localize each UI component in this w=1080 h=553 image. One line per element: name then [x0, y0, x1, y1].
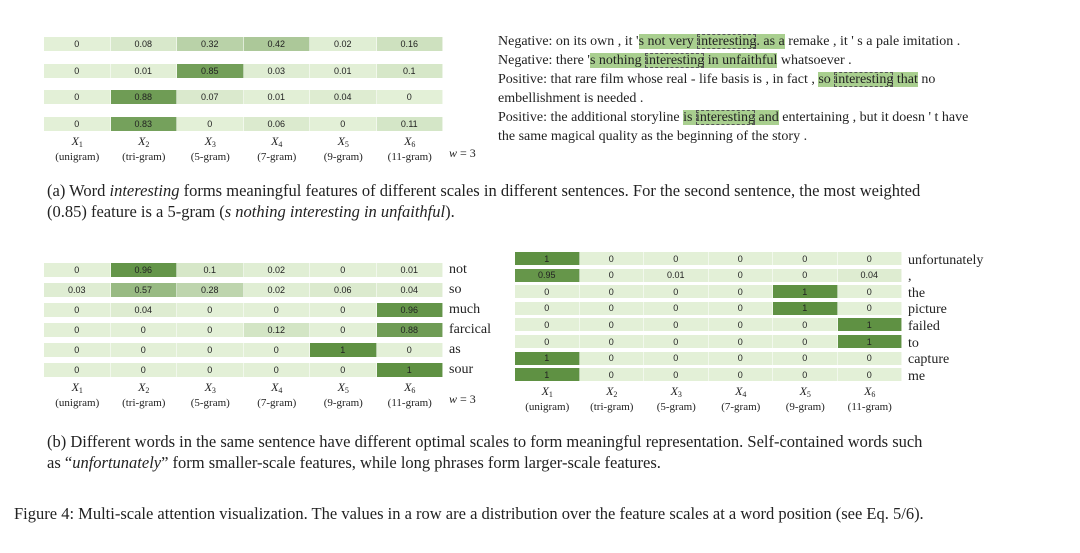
panel-b-left-cell: 0 [177, 303, 244, 317]
panel-a-cell: 0.1 [377, 64, 444, 78]
panel-b-left-cell: 0.04 [377, 283, 444, 297]
panel-b-left-cell: 0 [310, 303, 377, 317]
panel-b-left-row [44, 343, 443, 357]
panel-b-left-cell: 0.02 [244, 263, 311, 277]
panel-b-left-row [44, 263, 443, 277]
sentence-line [498, 32, 1058, 51]
panel-a-cell: 0.16 [377, 37, 444, 51]
panel-b-right-cell: 0 [773, 335, 838, 348]
panel-b-right-cell: 0 [515, 318, 580, 331]
panel-b-right-cell: 0 [838, 285, 903, 298]
panel-a-cell: 0.08 [111, 37, 178, 51]
panel-a-cell: 0.03 [244, 64, 311, 78]
panel-b-right-cell: 0 [515, 285, 580, 298]
panel-b-right-cell: 0.95 [515, 269, 580, 282]
panel-b-right-cell: 0 [838, 368, 903, 381]
panel-b-left-word: so [449, 282, 462, 297]
sentence-line [498, 127, 1058, 146]
panel-a-cell: 0.01 [310, 64, 377, 78]
panel-b-right-cell: 0 [580, 318, 645, 331]
highlighted-phrase: interesting [697, 34, 757, 49]
sentence-line [498, 70, 1058, 89]
panel-b-right-cell: 1 [773, 285, 838, 298]
panel-a-cell: 0 [44, 117, 111, 131]
highlighted-phrase: interesting [645, 53, 705, 68]
panel-b-right-cell: 0 [773, 368, 838, 381]
panel-b-left-cell: 0.06 [310, 283, 377, 297]
panel-b-right-cell: 0 [580, 335, 645, 348]
panel-a-column-label: $X_2$ (tri-gram) [122, 133, 166, 163]
highlighted-phrase: s nothing [589, 53, 646, 68]
panel-b-right-cell: 1 [515, 252, 580, 265]
highlighted-phrase: and [755, 110, 779, 125]
panel-b-left-cell: 0 [244, 363, 311, 377]
highlighted-phrase: . as a [756, 34, 785, 49]
panel-b-left-word: farcical [449, 322, 491, 337]
sentence-text: Negative: there ' [498, 53, 590, 68]
panel-b-right-row [515, 352, 902, 365]
sentence-text: whatsoever . [777, 53, 852, 68]
panel-b-left-cell: 0 [44, 323, 111, 337]
panel-b-right-cell: 0 [515, 335, 580, 348]
panel-a-caption: (a) Word interesting forms meaningful features of different scales in different sentences. For the second sentence, the most weighted (0.85) feature is a 5-gram (s nothing interesting in unfaithful). [47, 181, 921, 221]
panel-b-left-cell: 0.1 [177, 263, 244, 277]
panel-b-left-row [44, 363, 443, 377]
panel-b-left-word: sour [449, 362, 474, 377]
sentence-text: entertaining , but it doesn ' t have [778, 110, 969, 125]
panel-b-right-cell: 0 [644, 252, 709, 265]
panel-a-column-label: $X_1$ (unigram) [55, 133, 100, 163]
panel-b-right-column-label: $X_2$ (tri-gram) [590, 384, 634, 414]
panel-b-right-cell: 0 [580, 368, 645, 381]
panel-b-right-row [515, 285, 902, 298]
panel-b-left-word: not [449, 262, 467, 277]
panel-b-left-window-label: w = 3 [449, 392, 476, 406]
panel-a-row [44, 37, 443, 51]
panel-b-left-cell: 0 [244, 343, 311, 357]
panel-b-right-column-label: $X_5$ (9-gram) [785, 384, 825, 414]
panel-b-left-column-label: $X_1$ (unigram) [55, 380, 100, 409]
panel-a-cell: 0.01 [244, 90, 311, 104]
panel-b-right-row [515, 368, 902, 381]
figure-caption: Figure 4: Multi-scale attention visualization. The values in a row are a distribution over the feature scales at a word position (see Eq. 5/6). [14, 504, 924, 523]
panel-b-right-cell: 0 [709, 352, 774, 365]
panel-b-right-cell: 0 [580, 352, 645, 365]
panel-b-right-cell: 1 [515, 352, 580, 365]
panel-a-row [44, 90, 443, 104]
sentence-text: Negative: on its own , it ' [498, 34, 639, 49]
panel-b-right-cell: 0 [838, 352, 903, 365]
panel-b-right-column-label: $X_4$ (7-gram) [721, 384, 761, 414]
panel-a-cell: 0 [377, 90, 444, 104]
panel-b-left-cell: 0 [44, 363, 111, 377]
sentence-text: embellishment is needed . [498, 91, 644, 106]
panel-b-right-row [515, 335, 902, 348]
panel-a-row [44, 64, 443, 78]
panel-b-right-cell: 0 [580, 252, 645, 265]
panel-b-right-row [515, 269, 902, 282]
panel-a-cell: 0.88 [111, 90, 178, 104]
panel-b-left-row [44, 303, 443, 317]
sentence-line [498, 51, 1058, 70]
panel-b-right-cell: 0 [644, 285, 709, 298]
panel-b-left-cell: 0 [44, 343, 111, 357]
panel-b-right-row [515, 318, 902, 331]
panel-b-right-cell: 0 [644, 302, 709, 315]
panel-a-column-label: $X_3$ (5-gram) [190, 133, 230, 163]
panel-b-right-word: failed [908, 318, 940, 334]
panel-a-cell: 0 [310, 117, 377, 131]
panel-b-left-cell: 1 [377, 363, 444, 377]
panel-b-right-cell: 0 [773, 352, 838, 365]
sentence-text: Positive: that rare film whose real - life basis is , in fact , [498, 72, 819, 87]
panel-b-right-column-label: $X_1$ (unigram) [525, 384, 570, 414]
panel-b-right-cell: 0 [644, 318, 709, 331]
highlighted-phrase: so [818, 72, 835, 87]
sentence-text: remake , it ' s a pale imitation . [784, 34, 961, 49]
highlighted-phrase: interesting [695, 110, 756, 125]
panel-b-left-column-label: $X_6$ (11-gram) [387, 380, 432, 409]
panel-b-right-cell: 0 [709, 335, 774, 348]
panel-b-left-cell: 0 [44, 263, 111, 277]
panel-b-right-cell: 0.04 [838, 269, 903, 282]
panel-b-right-cell: 0 [580, 302, 645, 315]
panel-b-left-cell: 0 [310, 363, 377, 377]
panel-b-left-row [44, 323, 443, 337]
panel-b-left-cell: 0 [177, 323, 244, 337]
panel-b-left-column-label: $X_2$ (tri-gram) [122, 380, 166, 409]
panel-a-cell: 0 [44, 37, 111, 51]
sentence-line [498, 89, 1058, 108]
panel-b-left-column-label: $X_3$ (5-gram) [190, 380, 230, 409]
panel-b-left-word: as [449, 342, 461, 357]
panel-b-right-cell: 0 [709, 368, 774, 381]
panel-b-right-cell: 0 [515, 302, 580, 315]
panel-b-right-column-label: $X_3$ (5-gram) [656, 384, 696, 414]
panel-b-right-row [515, 302, 902, 315]
panel-a-cell: 0.32 [177, 37, 244, 51]
panel-b-right-word: the [908, 285, 926, 301]
panel-a-cell: 0.02 [310, 37, 377, 51]
panel-b-right-word: to [908, 335, 919, 351]
panel-b-right-cell: 0 [773, 318, 838, 331]
panel-b-right-word: me [908, 368, 926, 384]
panel-a-cell: 0.06 [244, 117, 311, 131]
panel-b-left-cell: 0 [44, 303, 111, 317]
panel-a-cell: 0.85 [177, 64, 244, 78]
panel-a-column-label: $X_4$ (7-gram) [257, 133, 297, 163]
panel-a-cell: 0 [177, 117, 244, 131]
panel-a-cell: 0.42 [244, 37, 311, 51]
panel-b-right-cell: 0 [709, 269, 774, 282]
panel-b-right-column-label: $X_6$ (11-gram) [847, 384, 892, 414]
panel-b-right-cell: 0 [709, 318, 774, 331]
panel-b-left-cell: 0 [177, 343, 244, 357]
panel-b-left-cell: 0.28 [177, 283, 244, 297]
panel-b-right-cell: 0 [709, 302, 774, 315]
panel-a-window-label: w = 3 [449, 145, 476, 160]
panel-b-right-cell: 0 [580, 269, 645, 282]
panel-b-left-cell: 1 [310, 343, 377, 357]
panel-b-left-cell: 0 [310, 323, 377, 337]
panel-b-left-cell: 0.02 [244, 283, 311, 297]
panel-b-left-word: much [449, 302, 481, 317]
panel-b-left-cell: 0 [111, 363, 178, 377]
panel-b-left-column-label: $X_5$ (9-gram) [323, 380, 363, 409]
panel-b-left-cell: 0.96 [377, 303, 444, 317]
panel-b-left-cell: 0.88 [377, 323, 444, 337]
panel-a-cell: 0 [44, 64, 111, 78]
panel-b-right-cell: 0 [838, 252, 903, 265]
panel-b-left-cell: 0 [244, 303, 311, 317]
panel-a-cell: 0.04 [310, 90, 377, 104]
panel-b-right-cell: 0 [838, 302, 903, 315]
panel-b-left-cell: 0.96 [111, 263, 178, 277]
panel-b-right-cell: 0 [709, 252, 774, 265]
panel-b-left-column-label: $X_4$ (7-gram) [257, 380, 297, 409]
panel-b-left-row [44, 283, 443, 297]
highlighted-phrase: in unfaithful [704, 53, 778, 68]
highlighted-phrase: that [893, 72, 918, 87]
panel-b-left-cell: 0 [177, 363, 244, 377]
panel-a-cell: 0.07 [177, 90, 244, 104]
highlighted-phrase: is [683, 110, 696, 125]
panel-b-right-cell: 0 [773, 269, 838, 282]
panel-a-column-label: $X_6$ (11-gram) [387, 133, 432, 163]
panel-b-left-cell: 0.04 [111, 303, 178, 317]
panel-b-caption: (b) Different words in the same sentence have different optimal scales to form meaningful representation. Self-contained words such as “unfortunately” form smaller-scale features, while long phrases form larger-scale features. [47, 432, 923, 472]
panel-a-row [44, 117, 443, 131]
panel-a-cell: 0 [44, 90, 111, 104]
panel-b-right-cell: 0 [773, 252, 838, 265]
sentence-text: Positive: the additional storyline [498, 110, 684, 125]
panel-b-right-cell: 0 [644, 368, 709, 381]
panel-b-right-cell: 1 [838, 318, 903, 331]
panel-b-left-cell: 0 [111, 343, 178, 357]
panel-b-left-cell: 0.01 [377, 263, 444, 277]
panel-b-left-cell: 0 [310, 263, 377, 277]
panel-a-cell: 0.83 [111, 117, 178, 131]
panel-b-right-cell: 0 [709, 285, 774, 298]
panel-b-right-word: capture [908, 352, 950, 368]
highlighted-phrase: s not very [638, 34, 698, 49]
sentence-text: the same magical quality as the beginning of the story . [498, 129, 808, 144]
panel-b-left-cell: 0.12 [244, 323, 311, 337]
panel-b-right-cell: 1 [773, 302, 838, 315]
panel-a-column-label: $X_5$ (9-gram) [323, 133, 363, 163]
panel-b-left-cell: 0 [111, 323, 178, 337]
panel-b-right-word: unfortunately [908, 252, 984, 268]
panel-a-cell: 0.11 [377, 117, 444, 131]
panel-b-left-cell: 0 [377, 343, 444, 357]
panel-b-right-cell: 1 [515, 368, 580, 381]
panel-a-cell: 0.01 [111, 64, 178, 78]
panel-b-right-cell: 1 [838, 335, 903, 348]
panel-b-right-cell: 0 [644, 352, 709, 365]
panel-b-right-cell: 0.01 [644, 269, 709, 282]
sentence-text: no [917, 72, 936, 87]
panel-b-right-row [515, 252, 902, 265]
panel-b-right-cell: 0 [580, 285, 645, 298]
panel-b-left-cell: 0.03 [44, 283, 111, 297]
panel-b-right-word: , [908, 269, 912, 285]
panel-b-right-cell: 0 [644, 335, 709, 348]
panel-b-left-cell: 0.57 [111, 283, 178, 297]
sentence-line [498, 108, 1058, 127]
highlighted-phrase: interesting [834, 72, 894, 87]
panel-b-right-word: picture [908, 302, 947, 318]
